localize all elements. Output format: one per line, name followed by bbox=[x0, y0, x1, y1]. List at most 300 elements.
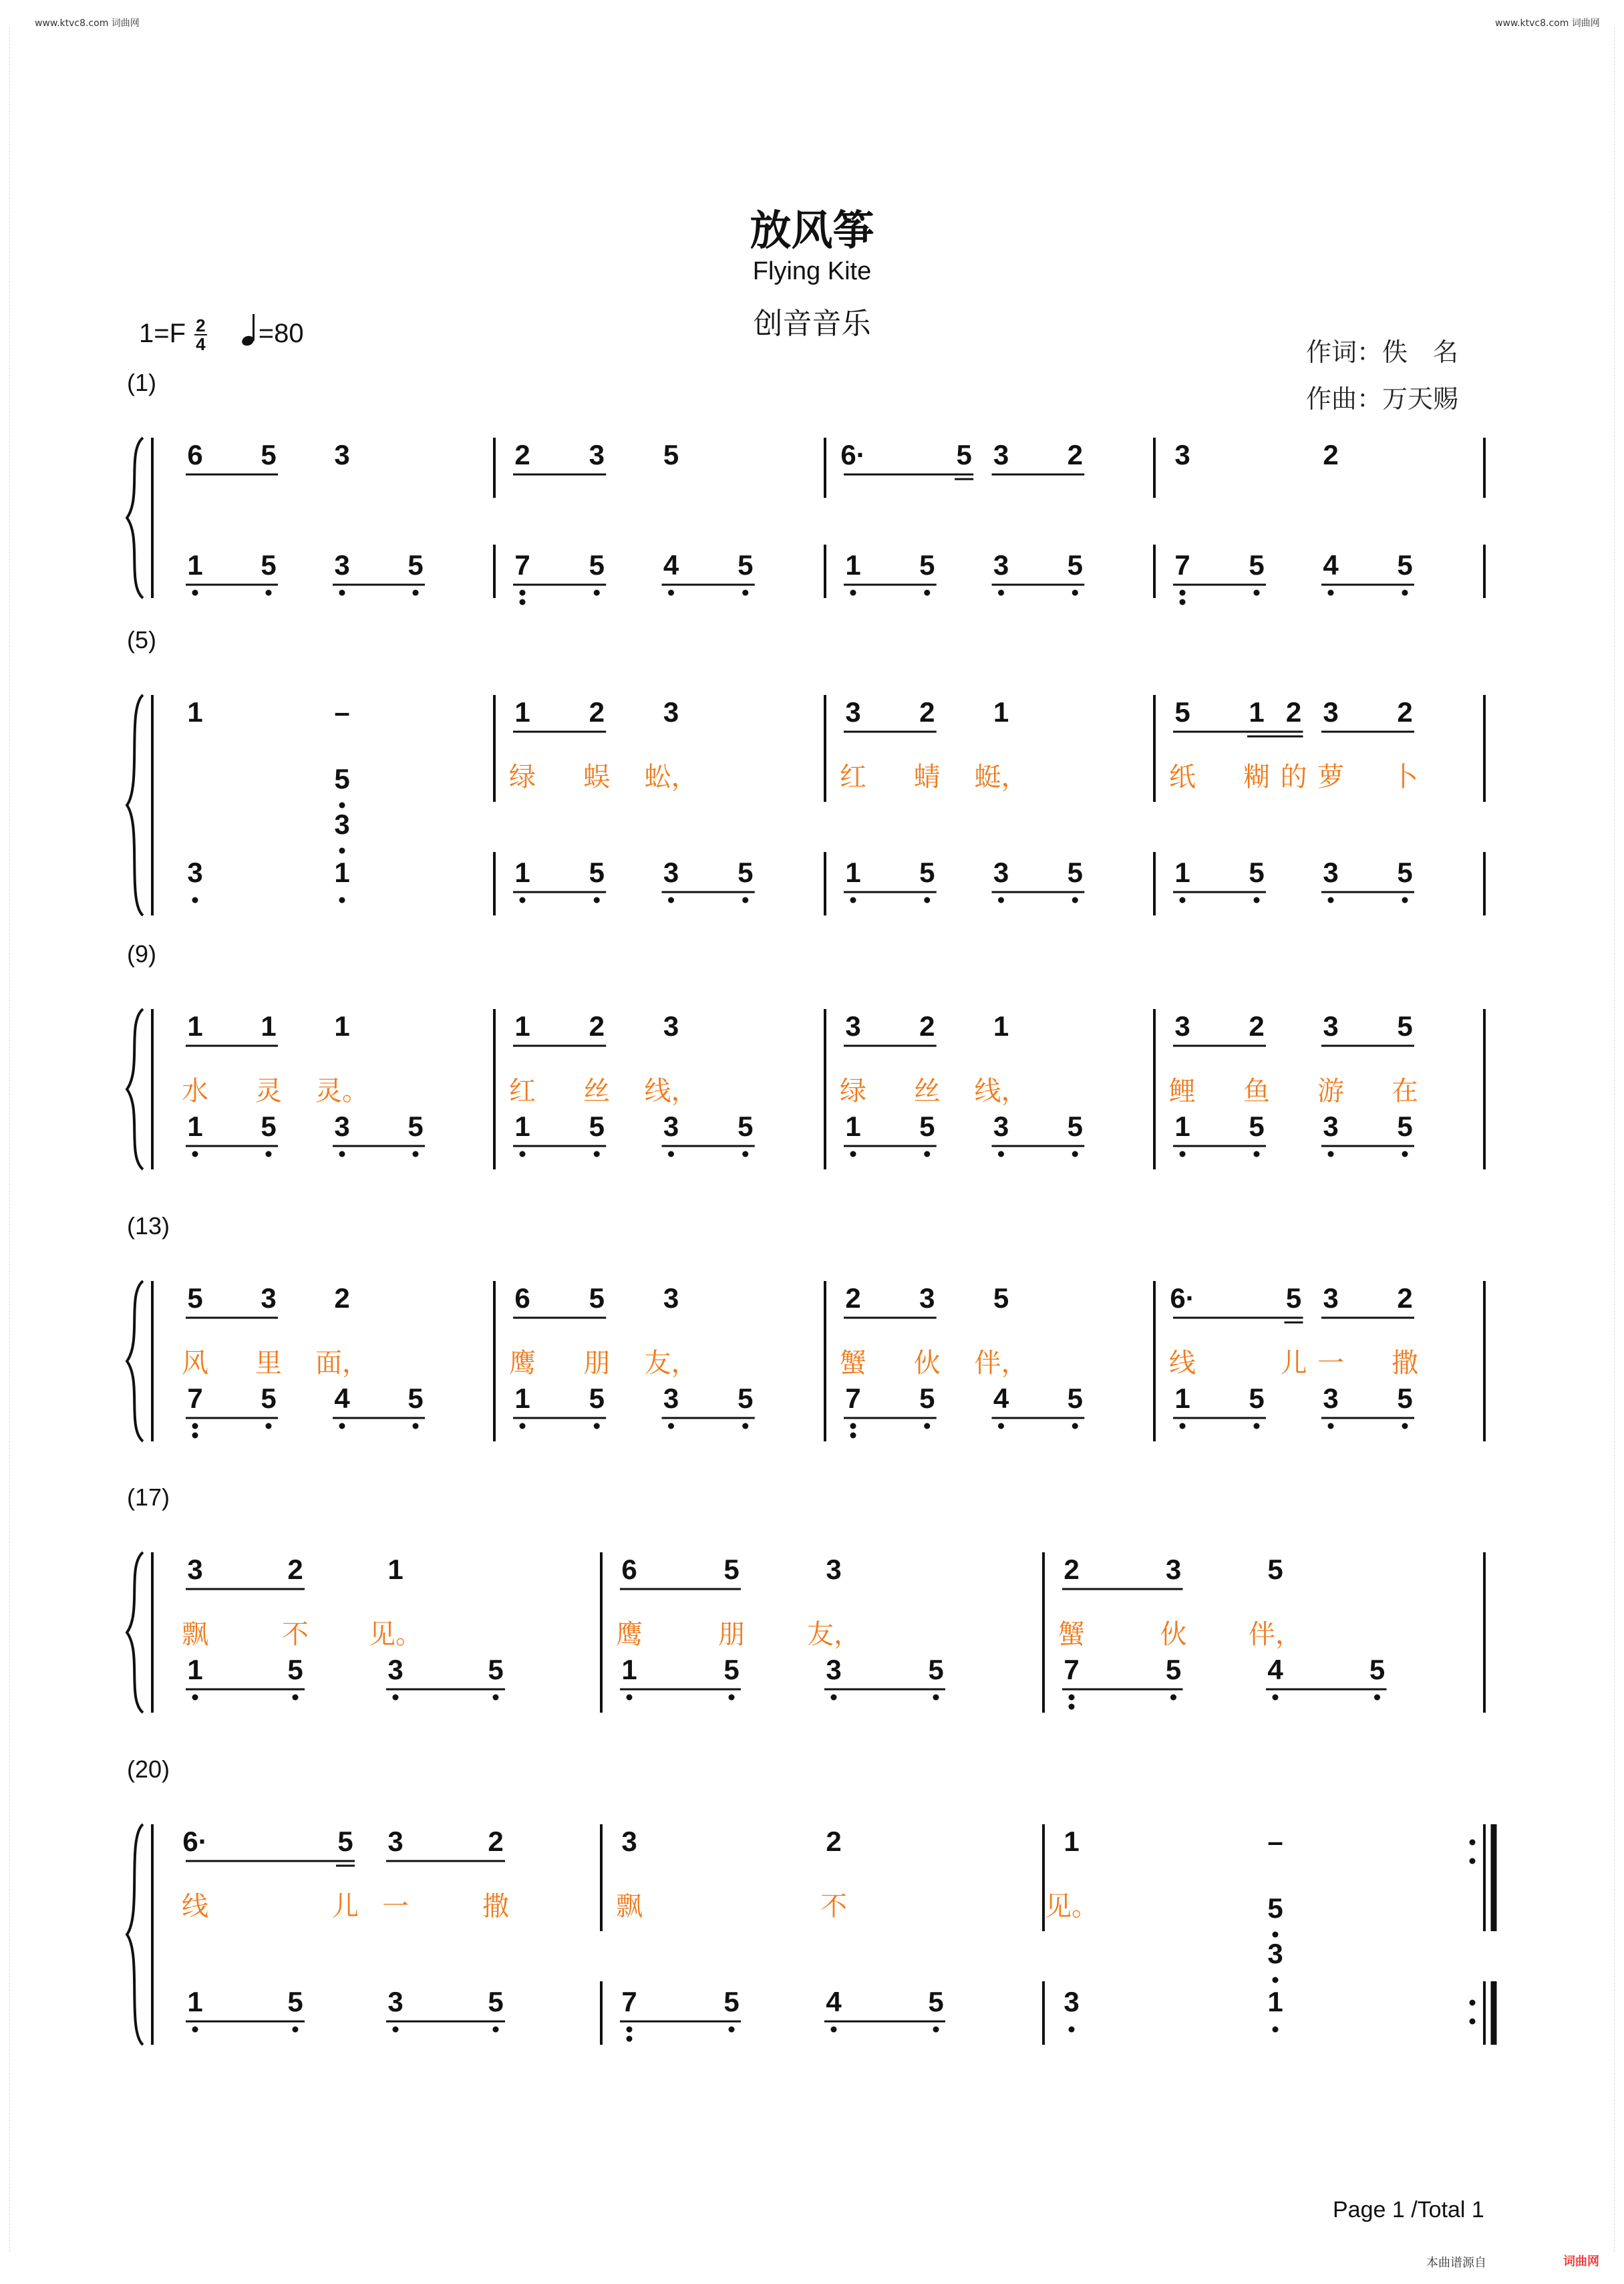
lyric-syllable: 里 bbox=[255, 1348, 282, 1379]
low-octave-dot bbox=[1072, 897, 1078, 903]
bass-note: 4 bbox=[663, 549, 679, 581]
low-octave-dot bbox=[1328, 590, 1334, 596]
footer-source: 本曲谱源自 bbox=[1426, 2256, 1486, 2270]
chord-note: 3 bbox=[334, 809, 350, 840]
lyric-syllable: 伴， bbox=[974, 1348, 1028, 1379]
chord-octave-dot bbox=[1273, 1977, 1279, 1983]
bass-note: 5 bbox=[1249, 1383, 1265, 1414]
lyricist-credit: 作词：佚 名 bbox=[1306, 337, 1459, 367]
melody-note: 2 bbox=[826, 1826, 842, 1857]
bass-note: 5 bbox=[928, 1986, 944, 2017]
melody-note: 2 bbox=[514, 439, 530, 470]
lyric-syllable: 鹰 bbox=[616, 1619, 643, 1650]
system-brace bbox=[127, 1281, 143, 1441]
low-octave-dot bbox=[742, 590, 748, 596]
low-octave-dot bbox=[594, 1151, 600, 1157]
melody-note: 3 bbox=[663, 696, 679, 728]
bass-note: 1 bbox=[334, 857, 350, 888]
bass-note: 7 bbox=[187, 1383, 203, 1414]
bass-note: 5 bbox=[589, 549, 605, 581]
melody-note: 2 bbox=[919, 1010, 935, 1042]
low-octave-dot bbox=[1374, 1695, 1380, 1701]
music-group: 创音音乐 bbox=[753, 307, 871, 341]
low-octave-dot bbox=[520, 897, 526, 903]
lyric-syllable: 鲤 bbox=[1169, 1076, 1196, 1107]
low-octave-dot bbox=[1273, 1695, 1279, 1701]
bass-note: 5 bbox=[1249, 857, 1265, 888]
low-octave-dot bbox=[192, 1151, 198, 1157]
melody-note: 3 bbox=[261, 1282, 277, 1314]
melody-note: 1 bbox=[514, 696, 530, 728]
low-octave-dot bbox=[192, 1695, 198, 1701]
lyric-syllable: 儿 bbox=[1280, 1348, 1307, 1379]
chord-note: 3 bbox=[1267, 1938, 1283, 1969]
low-octave-dot bbox=[1180, 1151, 1186, 1157]
lyric-syllable: 朋 bbox=[718, 1619, 745, 1650]
bass-note: 5 bbox=[589, 1111, 605, 1142]
bass-note: 5 bbox=[408, 1111, 424, 1142]
low-octave-dot bbox=[729, 1695, 735, 1701]
composer-credit: 作曲：万天赐 bbox=[1306, 384, 1459, 414]
melody-note: 3 bbox=[663, 1010, 679, 1042]
low-octave-dot bbox=[924, 1151, 930, 1157]
lyric-syllable: 蜈 bbox=[583, 762, 611, 793]
low-octave-dot bbox=[1170, 1695, 1176, 1701]
low-octave-dot bbox=[1402, 1423, 1408, 1429]
low-octave-dot bbox=[668, 590, 674, 596]
system-label: (1) bbox=[127, 369, 156, 396]
lyric-syllable: 灵 bbox=[255, 1076, 282, 1107]
melody-note: 5 bbox=[723, 1554, 740, 1585]
chord-note: 5 bbox=[1267, 1892, 1283, 1924]
melody-note: 6 bbox=[621, 1554, 637, 1585]
lyric-syllable: 鹰 bbox=[509, 1348, 536, 1379]
bass-note: 7 bbox=[621, 1986, 637, 2017]
low-octave-dot bbox=[933, 1695, 939, 1701]
melody-note: 5 bbox=[663, 439, 679, 470]
bass-note: 7 bbox=[514, 549, 530, 581]
lyric-syllable: 飘 bbox=[182, 1619, 208, 1650]
melody-note: 3 bbox=[663, 1282, 679, 1314]
low-octave-dot bbox=[742, 1423, 748, 1429]
melody-note: 1 bbox=[334, 1010, 350, 1042]
melody-note: 2 bbox=[1064, 1554, 1080, 1585]
low-octave-dot bbox=[831, 1695, 837, 1701]
bass-note: 5 bbox=[738, 549, 754, 581]
system-brace bbox=[127, 1552, 143, 1713]
lyric-syllable: 线， bbox=[974, 1076, 1028, 1107]
bass-note: 5 bbox=[919, 1111, 935, 1142]
melody-note: 1 bbox=[514, 1010, 530, 1042]
melody-note: 2 bbox=[1249, 1010, 1265, 1042]
lyric-syllable: 不 bbox=[282, 1619, 309, 1650]
melody-note: 2 bbox=[1397, 1282, 1413, 1314]
melody-note: 2 bbox=[919, 696, 935, 728]
bass-note: 3 bbox=[334, 1111, 350, 1142]
system-label: (5) bbox=[127, 626, 156, 654]
bass-note: 1 bbox=[187, 1654, 203, 1685]
lyric-syllable: 蜓， bbox=[974, 762, 1028, 793]
low-octave-dot bbox=[413, 1151, 419, 1157]
lyric-syllable: 飘 bbox=[616, 1891, 643, 1922]
bass-note: 5 bbox=[738, 1111, 754, 1142]
lyric-syllable: 蚣， bbox=[644, 762, 698, 793]
bass-note: 1 bbox=[1267, 1986, 1283, 2017]
bass-note: 3 bbox=[387, 1986, 403, 2017]
low-octave-dot bbox=[627, 2027, 633, 2033]
repeat-dot bbox=[1470, 1840, 1476, 1846]
low-octave-dot bbox=[493, 2027, 499, 2033]
melody-note: 3 bbox=[1174, 439, 1190, 470]
low-octave-dot bbox=[1254, 1151, 1260, 1157]
low-octave-dot bbox=[413, 1423, 419, 1429]
bass-note: 5 bbox=[1397, 549, 1413, 581]
low-octave-dot bbox=[1328, 1423, 1334, 1429]
system-label: (13) bbox=[127, 1212, 170, 1240]
lyric-syllable: 儿 bbox=[332, 1891, 359, 1922]
low-octave-dot bbox=[339, 897, 345, 903]
low-octave-dot bbox=[1180, 1423, 1186, 1429]
low-octave-dot bbox=[266, 1151, 272, 1157]
bass-note: 1 bbox=[621, 1654, 637, 1685]
melody-note: 3 bbox=[621, 1826, 637, 1857]
bass-note: 4 bbox=[334, 1383, 350, 1414]
melody-note: 3 bbox=[187, 1554, 203, 1585]
system-brace bbox=[127, 438, 143, 598]
low-octave-dot bbox=[339, 1423, 345, 1429]
low-octave-dot bbox=[1254, 590, 1260, 596]
low-octave-dot bbox=[924, 897, 930, 903]
melody-note: 6· bbox=[1170, 1282, 1195, 1314]
lyric-syllable: 线 bbox=[1169, 1348, 1196, 1379]
low-octave-dot bbox=[339, 1151, 345, 1157]
system-label: (17) bbox=[127, 1483, 170, 1511]
low-octave-dot bbox=[192, 590, 198, 596]
melody-note: 2 bbox=[845, 1282, 861, 1314]
bass-note: 5 bbox=[261, 1383, 277, 1414]
system-brace bbox=[127, 1009, 143, 1169]
low-octave-dot bbox=[998, 590, 1004, 596]
lyric-syllable: 灵。 bbox=[315, 1076, 369, 1107]
lyric-syllable: 面， bbox=[315, 1348, 369, 1379]
lyric-syllable: 不 bbox=[820, 1891, 847, 1922]
low-octave-dot bbox=[293, 1695, 299, 1701]
low-octave-dot bbox=[1328, 897, 1334, 903]
bass-note: 5 bbox=[408, 1383, 424, 1414]
bass-note: 5 bbox=[1397, 1111, 1413, 1142]
lyric-syllable: 糊 bbox=[1243, 762, 1270, 793]
low-octave-dot bbox=[1402, 1151, 1408, 1157]
lyric-syllable: 伙 bbox=[913, 1348, 941, 1379]
low-octave-dot bbox=[594, 897, 600, 903]
melody-note: 5 bbox=[956, 439, 972, 470]
low-octave-dot-2 bbox=[192, 1433, 198, 1439]
bass-note: 4 bbox=[1323, 549, 1339, 581]
lyric-syllable: 撒 bbox=[1392, 1348, 1418, 1379]
lyric-syllable: 红 bbox=[840, 762, 866, 793]
low-octave-dot bbox=[1254, 1423, 1260, 1429]
bass-note: 5 bbox=[1249, 549, 1265, 581]
lyric-syllable: 的 bbox=[1280, 762, 1307, 793]
chord-octave-dot bbox=[339, 803, 345, 809]
lyric-syllable: 游 bbox=[1317, 1076, 1344, 1107]
bass-note: 3 bbox=[993, 857, 1009, 888]
bass-note: 3 bbox=[826, 1654, 842, 1685]
melody-note: 5 bbox=[1397, 1010, 1413, 1042]
lyric-syllable: 友， bbox=[644, 1348, 698, 1379]
melody-note: 2 bbox=[589, 1010, 605, 1042]
low-octave-dot bbox=[393, 2027, 399, 2033]
system-label: (20) bbox=[127, 1755, 170, 1783]
bass-note: 5 bbox=[589, 1383, 605, 1414]
low-octave-dot bbox=[266, 590, 272, 596]
low-octave-dot bbox=[924, 590, 930, 596]
melody-note: 5 bbox=[1285, 1282, 1302, 1314]
tempo-value: =80 bbox=[258, 319, 304, 348]
low-octave-dot bbox=[520, 1151, 526, 1157]
time-bottom: 4 bbox=[196, 334, 206, 355]
bass-note: 1 bbox=[514, 1111, 530, 1142]
low-octave-dot bbox=[1069, 1695, 1075, 1701]
melody-note: 1 bbox=[1249, 696, 1265, 728]
low-octave-dot bbox=[850, 1423, 856, 1429]
lyric-syllable: 线 bbox=[182, 1891, 208, 1922]
bass-note: 5 bbox=[919, 857, 935, 888]
low-octave-dot bbox=[924, 1423, 930, 1429]
lyric-syllable: 一 bbox=[1317, 1348, 1344, 1379]
low-octave-dot bbox=[627, 1695, 633, 1701]
low-octave-dot bbox=[933, 2027, 939, 2033]
lyric-syllable: 丝 bbox=[583, 1076, 611, 1107]
bass-note: 7 bbox=[1064, 1654, 1080, 1685]
repeat-dot bbox=[1470, 2019, 1476, 2025]
lyric-syllable: 绿 bbox=[840, 1076, 866, 1107]
low-octave-dot bbox=[493, 1695, 499, 1701]
melody-note: 2 bbox=[488, 1826, 504, 1857]
lyric-syllable: 红 bbox=[509, 1076, 536, 1107]
low-octave-dot bbox=[1069, 2027, 1075, 2033]
lyric-syllable: 丝 bbox=[913, 1076, 941, 1107]
lyric-syllable: 伴， bbox=[1249, 1619, 1302, 1650]
low-octave-dot bbox=[1273, 2027, 1279, 2033]
low-octave-dot-2 bbox=[520, 599, 526, 605]
system-label: (9) bbox=[127, 940, 156, 968]
bass-note: 4 bbox=[1267, 1654, 1283, 1685]
melody-note: 5 bbox=[993, 1282, 1009, 1314]
bass-note: 3 bbox=[1323, 857, 1339, 888]
footer-site-logo: 词曲网 bbox=[1563, 2255, 1599, 2269]
low-octave-dot bbox=[1328, 1151, 1334, 1157]
bass-note: 5 bbox=[287, 1986, 303, 2017]
bass-note: 3 bbox=[993, 1111, 1009, 1142]
melody-note: 1 bbox=[261, 1010, 277, 1042]
bass-note: 3 bbox=[663, 1383, 679, 1414]
low-octave-dot bbox=[413, 590, 419, 596]
bass-note: 5 bbox=[1165, 1654, 1182, 1685]
melody-note: 5 bbox=[1267, 1554, 1283, 1585]
lyric-syllable: 风 bbox=[182, 1348, 208, 1379]
lyric-syllable: 在 bbox=[1392, 1076, 1418, 1107]
melody-note: 1 bbox=[187, 696, 203, 728]
lyric-syllable: 卜 bbox=[1392, 762, 1418, 793]
low-octave-dot-2 bbox=[627, 2036, 633, 2042]
page-indicator: Page 1 /Total 1 bbox=[1333, 2197, 1484, 2223]
song-subtitle: Flying Kite bbox=[752, 257, 872, 285]
bass-note: 4 bbox=[993, 1383, 1009, 1414]
melody-note: 1 bbox=[387, 1554, 403, 1585]
header-url-right: www.ktvc8.com 词曲网 bbox=[1495, 18, 1600, 29]
melody-note: 2 bbox=[1285, 696, 1302, 728]
key-label: 1=F bbox=[139, 319, 186, 348]
bass-note: 3 bbox=[663, 1111, 679, 1142]
melody-note: 3 bbox=[826, 1554, 842, 1585]
melody-note: 3 bbox=[334, 439, 350, 470]
bass-note: 5 bbox=[1249, 1111, 1265, 1142]
melody-note: 5 bbox=[589, 1282, 605, 1314]
melody-note: 3 bbox=[1174, 1010, 1190, 1042]
melody-note: – bbox=[1267, 1826, 1283, 1857]
bass-note: 5 bbox=[723, 1986, 740, 2017]
low-octave-dot bbox=[1072, 590, 1078, 596]
bass-note: 7 bbox=[845, 1383, 861, 1414]
melody-note: 1 bbox=[993, 696, 1009, 728]
low-octave-dot bbox=[668, 1151, 674, 1157]
melody-note: 3 bbox=[1323, 1282, 1339, 1314]
melody-note: 2 bbox=[1323, 439, 1339, 470]
melody-note: 3 bbox=[993, 439, 1009, 470]
chord-note: 5 bbox=[334, 763, 350, 795]
low-octave-dot bbox=[850, 1151, 856, 1157]
low-octave-dot-2 bbox=[850, 1433, 856, 1439]
chord-octave-dot bbox=[1273, 1932, 1279, 1938]
bass-note: 5 bbox=[408, 549, 424, 581]
low-octave-dot bbox=[1072, 1151, 1078, 1157]
lyric-syllable: 线， bbox=[644, 1076, 698, 1107]
lyric-syllable: 蟹 bbox=[840, 1348, 866, 1379]
melody-note: – bbox=[334, 696, 350, 728]
melody-note: 2 bbox=[1067, 439, 1083, 470]
bass-note: 5 bbox=[589, 857, 605, 888]
low-octave-dot bbox=[520, 1423, 526, 1429]
lyric-syllable: 鱼 bbox=[1243, 1076, 1270, 1107]
melody-note: 1 bbox=[993, 1010, 1009, 1042]
bass-note: 5 bbox=[919, 1383, 935, 1414]
bass-note: 1 bbox=[514, 857, 530, 888]
bass-note: 5 bbox=[1397, 857, 1413, 888]
melody-note: 3 bbox=[845, 1010, 861, 1042]
bass-note: 5 bbox=[1397, 1383, 1413, 1414]
melody-note: 2 bbox=[334, 1282, 350, 1314]
system-brace bbox=[127, 1824, 143, 2045]
bass-note: 3 bbox=[187, 857, 203, 888]
low-octave-dot bbox=[1402, 897, 1408, 903]
melody-note: 1 bbox=[187, 1010, 203, 1042]
song-title: 放风筝 bbox=[750, 206, 874, 255]
low-octave-dot bbox=[1180, 897, 1186, 903]
melody-note: 3 bbox=[1323, 1010, 1339, 1042]
bass-note: 1 bbox=[187, 1986, 203, 2017]
melody-note: 2 bbox=[589, 696, 605, 728]
bass-note: 5 bbox=[738, 1383, 754, 1414]
lyric-syllable: 见。 bbox=[1045, 1891, 1098, 1922]
low-octave-dot-2 bbox=[1069, 1704, 1075, 1710]
lyric-syllable: 撒 bbox=[482, 1891, 509, 1922]
low-octave-dot bbox=[668, 1423, 674, 1429]
low-octave-dot bbox=[393, 1695, 399, 1701]
lyric-syllable: 一 bbox=[382, 1891, 409, 1922]
chord-octave-dot bbox=[339, 848, 345, 854]
low-octave-dot bbox=[1402, 590, 1408, 596]
melody-note: 6· bbox=[182, 1826, 208, 1857]
bass-note: 1 bbox=[187, 1111, 203, 1142]
low-octave-dot bbox=[742, 897, 748, 903]
melody-note: 3 bbox=[1165, 1554, 1182, 1585]
bass-note: 5 bbox=[928, 1654, 944, 1685]
melody-note: 6 bbox=[187, 439, 203, 470]
header-url-left: www.ktvc8.com 词曲网 bbox=[35, 18, 140, 29]
low-octave-dot-2 bbox=[1180, 599, 1186, 605]
bass-note: 5 bbox=[261, 1111, 277, 1142]
low-octave-dot bbox=[831, 2027, 837, 2033]
low-octave-dot bbox=[192, 897, 198, 903]
low-octave-dot bbox=[742, 1151, 748, 1157]
low-octave-dot bbox=[850, 897, 856, 903]
bass-note: 1 bbox=[845, 549, 861, 581]
melody-note: 3 bbox=[1323, 696, 1339, 728]
time-top: 2 bbox=[196, 315, 206, 336]
lyric-syllable: 朋 bbox=[583, 1348, 611, 1379]
melody-note: 3 bbox=[845, 696, 861, 728]
lyric-syllable: 蜻 bbox=[913, 762, 941, 793]
bass-note: 7 bbox=[1174, 549, 1190, 581]
low-octave-dot bbox=[594, 1423, 600, 1429]
bass-note: 3 bbox=[1323, 1383, 1339, 1414]
melody-note: 2 bbox=[287, 1554, 303, 1585]
bass-note: 3 bbox=[387, 1654, 403, 1685]
bass-note: 1 bbox=[1174, 857, 1190, 888]
melody-note: 5 bbox=[337, 1826, 353, 1857]
melody-note: 5 bbox=[187, 1282, 203, 1314]
bass-note: 3 bbox=[1323, 1111, 1339, 1142]
bass-note: 4 bbox=[826, 1986, 842, 2017]
low-octave-dot bbox=[594, 590, 600, 596]
low-octave-dot bbox=[668, 897, 674, 903]
low-octave-dot bbox=[266, 1423, 272, 1429]
low-octave-dot bbox=[1254, 897, 1260, 903]
low-octave-dot bbox=[998, 897, 1004, 903]
repeat-dot bbox=[1470, 2000, 1476, 2006]
low-octave-dot bbox=[520, 590, 526, 596]
low-octave-dot bbox=[192, 2027, 198, 2033]
melody-note: 3 bbox=[919, 1282, 935, 1314]
melody-note: 2 bbox=[1397, 696, 1413, 728]
lyric-syllable: 蟹 bbox=[1058, 1619, 1085, 1650]
bass-note: 5 bbox=[488, 1654, 504, 1685]
bass-note: 5 bbox=[1067, 1111, 1083, 1142]
bass-note: 5 bbox=[723, 1654, 740, 1685]
bass-note: 5 bbox=[1067, 1383, 1083, 1414]
melody-note: 5 bbox=[1174, 696, 1190, 728]
bass-note: 5 bbox=[488, 1986, 504, 2017]
lyric-syllable: 纸 bbox=[1169, 762, 1196, 793]
melody-note: 6 bbox=[514, 1282, 530, 1314]
bass-note: 5 bbox=[261, 549, 277, 581]
melody-note: 6· bbox=[840, 439, 866, 470]
bass-note: 3 bbox=[663, 857, 679, 888]
melody-note: 1 bbox=[1064, 1826, 1080, 1857]
bass-note: 5 bbox=[1067, 549, 1083, 581]
bass-note: 1 bbox=[1174, 1111, 1190, 1142]
